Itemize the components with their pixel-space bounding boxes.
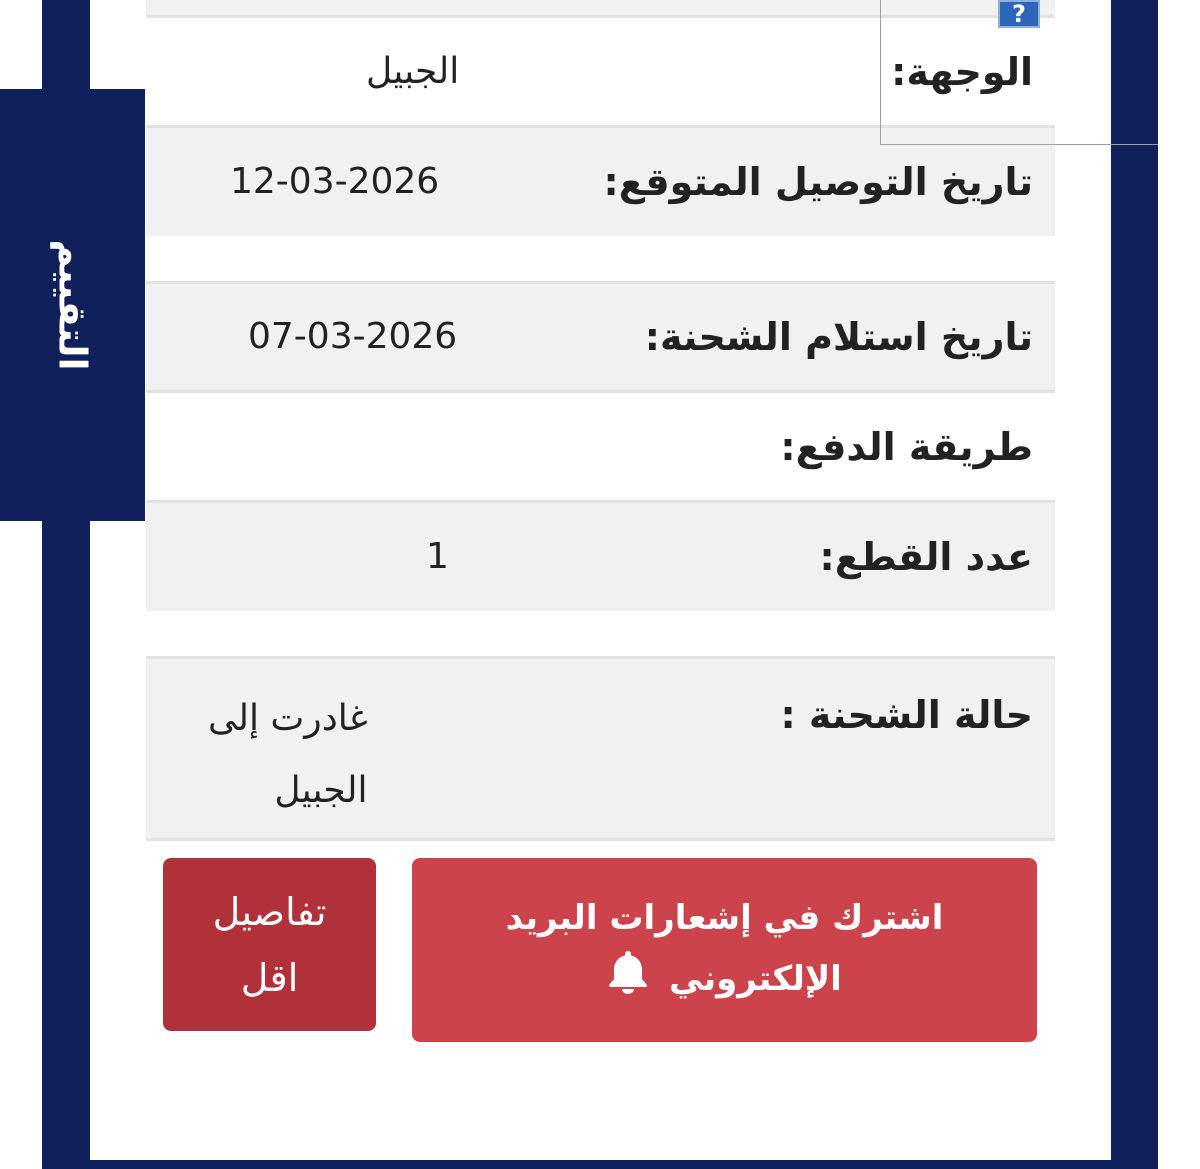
less-details-line1: تفاصيل xyxy=(212,889,327,934)
payment-method-label: طريقة الدفع: xyxy=(780,424,1033,469)
subscribe-line2: الإلكتروني xyxy=(669,958,842,999)
status-value xyxy=(208,683,368,827)
received-date-value: 07-03-2026 xyxy=(248,316,458,357)
bell-icon xyxy=(607,948,649,1013)
question-icon[interactable]: ? xyxy=(998,0,1040,28)
row-destination xyxy=(146,18,1055,128)
expected-delivery-label: تاريخ التوصيل المتوقع: xyxy=(603,160,1033,204)
status-value-line2: الجبيل xyxy=(274,770,368,811)
status-label: حالة الشحنة : xyxy=(780,693,1033,737)
rating-side-tab[interactable] xyxy=(0,89,145,521)
less-details-button[interactable] xyxy=(163,858,376,1031)
destination-label: الوجهة: xyxy=(891,49,1033,94)
status-value-line1: غادرت إلى xyxy=(208,698,368,739)
pieces-label: عدد القطع: xyxy=(819,535,1033,579)
pieces-value: 1 xyxy=(426,536,449,577)
subscribe-line2-wrap xyxy=(607,948,842,1013)
row-expected-delivery xyxy=(146,128,1055,236)
subscribe-line1: اشترك في إشعارات البريد xyxy=(505,897,944,938)
expected-delivery-value: 12-03-2026 xyxy=(230,161,440,202)
less-details-line2: اقل xyxy=(240,955,299,1000)
subscribe-email-button[interactable] xyxy=(412,858,1037,1042)
row-payment-method xyxy=(146,393,1055,503)
row-status xyxy=(146,656,1055,841)
row-pieces xyxy=(146,503,1055,611)
rating-side-tab-label: التقييم xyxy=(50,239,95,371)
row-received-date xyxy=(146,281,1055,393)
destination-value: الجبيل xyxy=(366,50,460,92)
received-date-label: تاريخ استلام الشحنة: xyxy=(644,315,1033,359)
previous-row-edge xyxy=(146,0,1055,18)
